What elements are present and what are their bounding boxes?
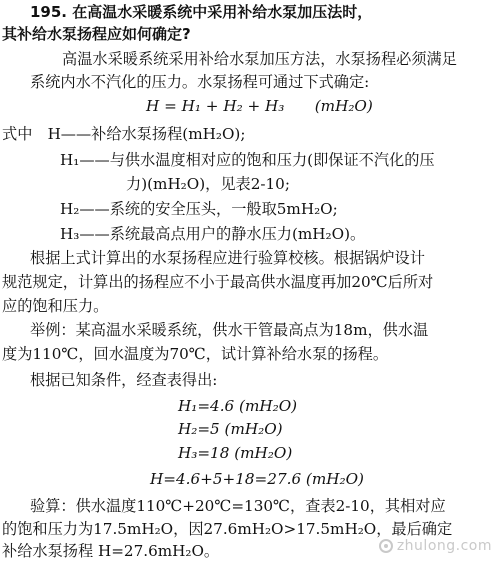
intro-line-1: 高温水采暖系统采用补给水泵加压方法，水泵扬程必须满足	[62, 50, 457, 68]
watermark-logo-icon	[379, 539, 393, 553]
verification-line-2: 的饱和压力为17.5mH₂O，因27.6mH₂O>17.5mH₂O，最后确定	[2, 520, 453, 538]
solution-h3: H₃=18 (mH₂O)	[178, 444, 293, 462]
solution-h1: H₁=4.6 (mH₂O)	[178, 397, 298, 415]
check-line-2: 规范规定，计算出的扬程应不小于最高供水温度再加20℃后所对	[2, 273, 434, 291]
watermark-text: zhulong.com	[396, 538, 492, 554]
definition-h3: H₃——系统最高点用户的静水压力(mH₂O)。	[60, 225, 366, 243]
solution-h2: H₂=5 (mH₂O)	[178, 420, 283, 438]
verification-line-3: 补给水泵扬程 H=27.6mH₂O。	[2, 542, 220, 560]
definition-h1-line-1: H₁——与供水温度相对应的饱和压力(即保证不汽化的压	[60, 151, 435, 169]
verification-line-1: 验算：供水温度110℃+20℃=130℃，查表2-10，其相对应	[30, 497, 446, 515]
example-line-2: 度为110℃，回水温度为70℃，试计算补给水泵的扬程。	[2, 345, 389, 363]
definition-h2: H₂——系统的安全压头，一般取5mH₂O;	[60, 200, 338, 218]
question-title-line-1: 195. 在高温水采暖系统中采用补给水泵加压法时，	[30, 3, 373, 21]
example-line-1: 举例：某高温水采暖系统，供水干管最高点为18m，供水温	[30, 321, 429, 339]
check-line-3: 应的饱和压力。	[2, 297, 109, 315]
main-formula: H = H₁ + H₂ + H₃ (mH₂O)	[146, 97, 373, 115]
question-title-line-2: 其补给水泵扬程应如何确定?	[2, 25, 191, 43]
intro-line-2: 系统内水不汽化的压力。水泵扬程可通过下式确定:	[30, 73, 370, 91]
solution-intro: 根据已知条件，经查表得出:	[30, 371, 218, 389]
definition-h: 式中 H——补给水泵扬程(mH₂O);	[2, 125, 246, 143]
watermark	[379, 538, 492, 554]
check-line-1: 根据上式计算出的水泵扬程应进行验算校核。根据锅炉设计	[30, 249, 425, 267]
definition-h1-line-2: 力)(mH₂O)，见表2-10;	[126, 175, 290, 193]
solution-total: H=4.6+5+18=27.6 (mH₂O)	[150, 470, 364, 488]
